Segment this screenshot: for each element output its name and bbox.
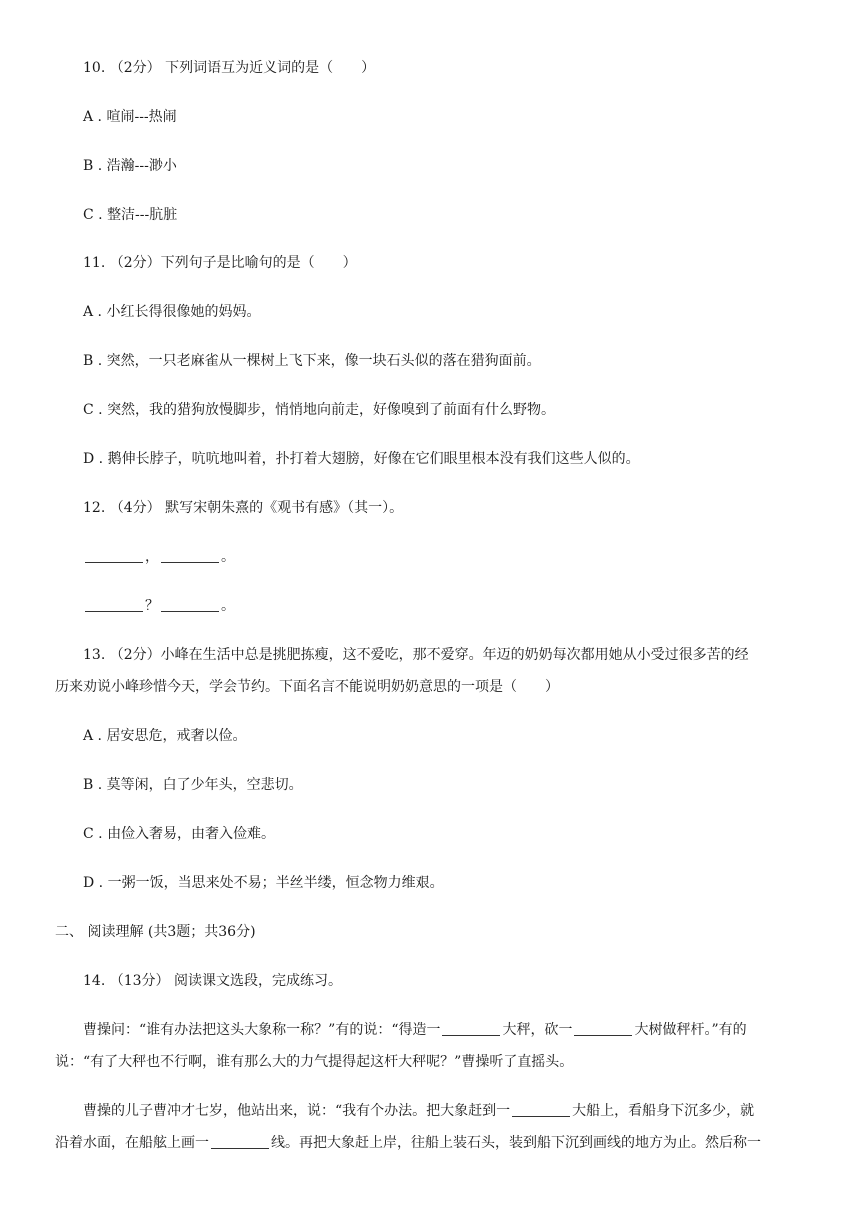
q13-option-a: A . 居安思危，戒奢以俭。 <box>83 728 247 744</box>
q11-option-b: B . 突然，一只老麻雀从一棵树上飞下来，像一块石头似的落在猎狗面前。 <box>83 353 541 369</box>
answer-blank[interactable] <box>211 1134 269 1149</box>
q10-option-c: C . 整洁---肮脏 <box>83 207 178 223</box>
answer-blank[interactable] <box>161 548 219 563</box>
q11-option-c: C . 突然，我的猎狗放慢脚步，悄悄地向前走，好像嗅到了前面有什么野物。 <box>83 402 556 418</box>
answer-blank[interactable] <box>574 1021 632 1036</box>
q13-stem-line-1: 13. （2分）小峰在生活中总是挑肥拣瘦，这不爱吃，那不爱穿。年迈的奶奶每次都用她从小受过很多苦的经 <box>83 647 749 663</box>
q10-option-b: B . 浩瀚---渺小 <box>83 158 177 174</box>
q10-stem: 10. （2分） 下列词语互为近义词的是（ ） <box>83 60 376 76</box>
passage-paragraph-1-line-2: 说：“有了大秤也不行啊，谁有那么大的力气提得起这杆大秤呢？”曹操听了直摇头。 <box>55 1054 574 1070</box>
q13-option-b: B . 莫等闲，白了少年头，空悲切。 <box>83 777 303 793</box>
passage-paragraph-1-line-1: 曹操问：“谁有办法把这头大象称一称？”有的说：“得造一 大秤，砍一 大树做秤杆。”有的 <box>83 1022 747 1038</box>
q13-stem-line-2: 历来劝说小峰珍惜今天，学会节约。下面名言不能说明奶奶意思的一项是（ ） <box>55 679 559 695</box>
q12-poem-line-1: ， 。 <box>83 547 235 567</box>
q14-stem: 14. （13分） 阅读课文选段，完成练习。 <box>83 973 342 989</box>
q11-option-d: D . 鹅伸长脖子，吭吭地叫着，扑打着大翅膀，好像在它们眼里根本没有我们这些人似的。 <box>83 451 640 467</box>
passage-paragraph-2-line-2: 沿着水面，在船舷上画一 线。再把大象赶上岸，往船上装石头，装到船下沉到画线的地方为止。然后称一 <box>55 1135 761 1151</box>
section-title: 二、 阅读理解 (共3题；共36分) <box>55 924 256 940</box>
answer-blank[interactable] <box>85 597 143 612</box>
answer-blank[interactable] <box>512 1102 570 1117</box>
answer-blank[interactable] <box>161 597 219 612</box>
q11-option-a: A . 小红长得很像她的妈妈。 <box>83 304 261 320</box>
q12-poem-line-2: ？ 。 <box>83 596 235 616</box>
passage-paragraph-2-line-1: 曹操的儿子曹冲才七岁，他站出来，说：“我有个办法。把大象赶到一 大船上，看船身下沉多少，就 <box>83 1103 755 1119</box>
q13-option-d: D . 一粥一饭，当思来处不易；半丝半缕，恒念物力维艰。 <box>83 875 444 891</box>
q11-stem: 11. （2分）下列句子是比喻句的是（ ） <box>83 255 357 271</box>
answer-blank[interactable] <box>85 548 143 563</box>
q10-option-a: A . 喧闹---热闹 <box>83 109 177 125</box>
q13-option-c: C . 由俭入奢易，由奢入俭难。 <box>83 826 276 842</box>
q12-stem: 12. （4分） 默写宋朝朱熹的《观书有感》（其一）。 <box>83 500 404 516</box>
answer-blank[interactable] <box>442 1021 500 1036</box>
